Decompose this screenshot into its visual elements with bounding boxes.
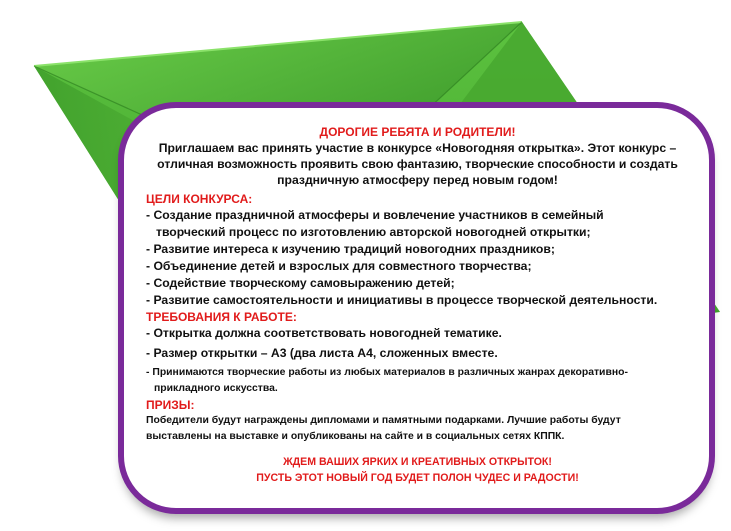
goal-item: - Развитие интереса к изучению традиций новогодних праздников;	[146, 242, 555, 256]
requirement-line: - Принимаются творческие работы из любых материалов в различных жанрах декоративно-	[146, 367, 628, 378]
prizes-text	[146, 413, 689, 445]
intro-paragraph	[146, 140, 689, 188]
requirements-heading: ТРЕБОВАНИЯ К РАБОТЕ:	[146, 310, 297, 324]
closing-line: ПУСТЬ ЭТОТ НОВЫЙ ГОД БУДЕТ ПОЛОН ЧУДЕС И РАДОСТИ!	[256, 472, 579, 484]
goals-heading: ЦЕЛИ КОНКУРСА:	[146, 192, 253, 206]
requirement-line-continued: прикладного искусства.	[154, 383, 278, 394]
prize-line: выставлены на выставке и опубликованы на сайте и в социальных сетях КППК.	[146, 431, 565, 442]
greeting-title: ДОРОГИЕ РЕБЯТА И РОДИТЕЛИ!	[319, 125, 516, 139]
goal-item-continued: творческий процесс по изготовлению авторской новогодней открытки;	[156, 225, 591, 239]
intro-line: отличная возможность проявить свою фантазию, творческие способности и создать	[157, 157, 678, 171]
closing-line: ЖДЕМ ВАШИХ ЯРКИХ И КРЕАТИВНЫХ ОТКРЫТОК!	[283, 456, 552, 468]
requirement-item	[146, 365, 689, 397]
prize-line: Победители будут награждены дипломами и памятными подарками. Лучшие работы будут	[146, 415, 621, 426]
prizes-heading: ПРИЗЫ:	[146, 398, 195, 412]
intro-line: Приглашаем вас принять участие в конкурсе «Новогодняя открытка». Этот конкурс –	[158, 141, 677, 155]
intro-line: праздничную атмосферу перед новым годом!	[277, 173, 558, 187]
goals-list	[146, 207, 689, 309]
goal-item: - Развитие самостоятельности и инициативы в процессе творческой деятельности.	[146, 293, 658, 307]
goal-item: - Содействие творческому самовыражению детей;	[146, 276, 455, 290]
goal-item: - Объединение детей и взрослых для совместного творчества;	[146, 259, 532, 273]
requirement-item: - Размер открытки – А3 (два листа А4, сложенных вместе.	[146, 346, 498, 360]
invitation-card	[118, 102, 715, 514]
requirements-list	[146, 325, 689, 397]
goal-item: - Создание праздничной атмосферы и вовлечение участников в семейный	[146, 208, 604, 222]
closing-message	[146, 454, 689, 486]
requirement-item: - Открытка должна соответствовать новогодней тематике.	[146, 326, 502, 340]
